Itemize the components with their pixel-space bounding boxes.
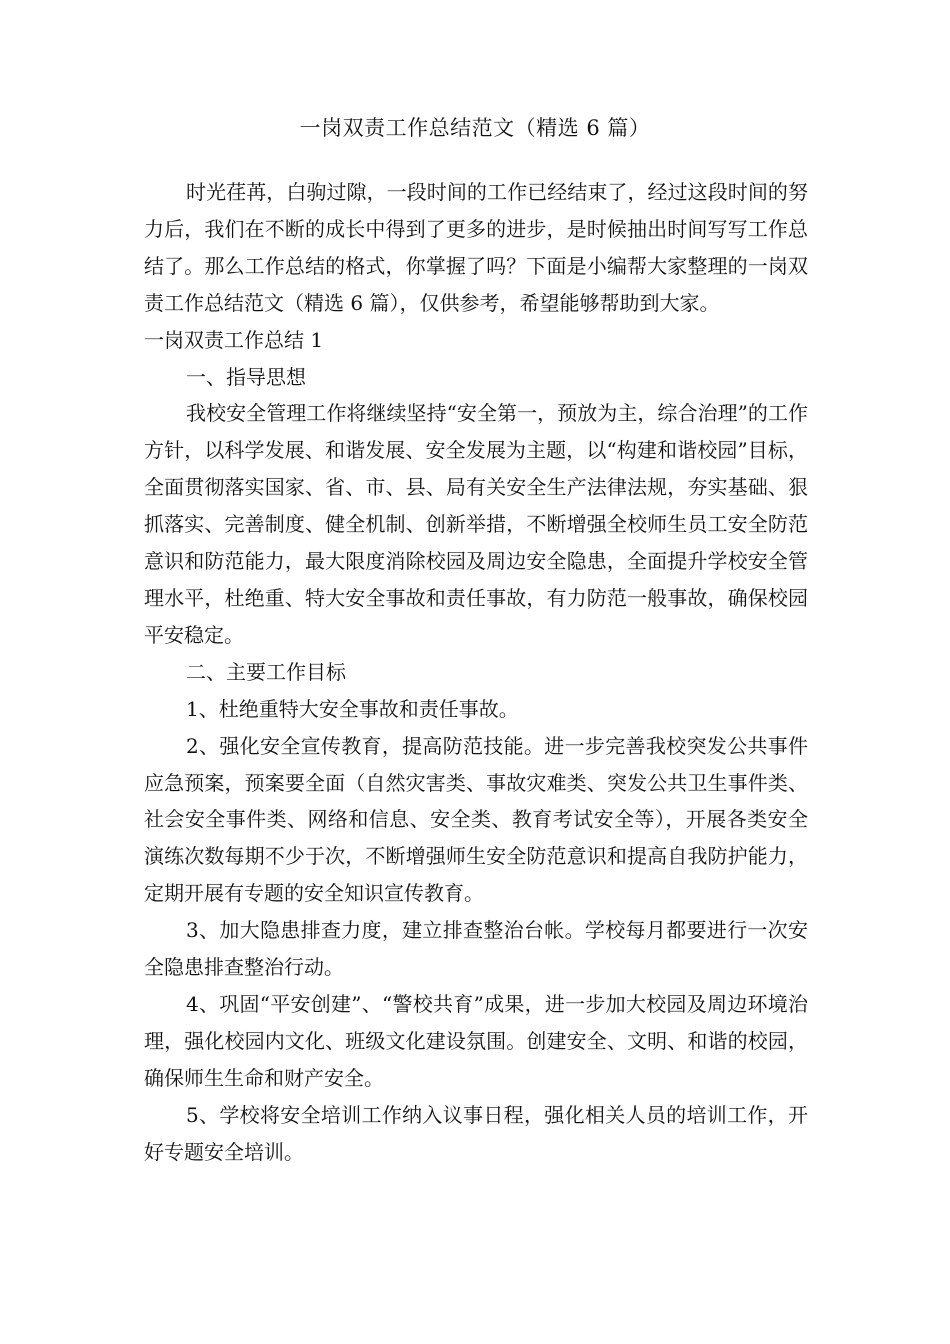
goal-item-1: 1、杜绝重特大安全事故和责任事故。 <box>186 696 519 721</box>
goal-item-3: 3、加大隐患排查力度，建立排查整治台帐。学校每月都要进行一次安全隐患排查整治行动。 <box>144 918 808 980</box>
document-body <box>144 174 808 1170</box>
document-title: 一岗双责工作总结范文（精选 6 篇） <box>299 116 651 140</box>
part1-paragraph: 我校安全管理工作将继续坚持“安全第一，预放为主，综合治理”的工作方针，以科学发展、和谐发展、安全发展为主题，以“构建和谐校园”目标，全面贯彻落实国家、省、市、县、局有关安全生产法律法规，夯实基础、狠抓落实、完善制度、健全机制、创新举措，不断增强全校师生员工安全防范意识和防范能力，最大限度消除校园及周边安全隐患，全面提升学校安全管理水平，杜绝重、特大安全事故和责任事故，有力防范一般事故，确保校园平安稳定。 <box>144 401 808 647</box>
goal-item-4: 4、巩固“平安创建”、“警校共育”成果，进一步加大校园及周边环境治理，强化校园内文化、班级文化建设氛围。创建安全、文明、和谐的校园，确保师生生命和财产安全。 <box>144 991 808 1090</box>
goal-item-2: 2、强化安全宣传教育，提高防范技能。进一步完善我校突发公共事件应急预案，预案要全面（自然灾害类、事故灾难类、突发公共卫生事件类、社会安全事件类、网络和信息、安全类、教育考试安全等），开展各类安全演练次数每期不少于次，不断增强师生安全防范意识和提高自我防护能力，定期开展有专题的安全知识宣传教育。 <box>144 733 808 906</box>
part1-heading: 一、指导思想 <box>186 364 306 389</box>
part2-heading: 二、主要工作目标 <box>186 659 346 684</box>
intro-paragraph: 时光荏苒，白驹过隙，一段时间的工作已经结束了，经过这段时间的努力后，我们在不断的成长中得到了更多的进步，是时候抽出时间写写工作总结了。那么工作总结的格式，你掌握了吗？下面是小编帮大家整理的一岗双责工作总结范文（精选 6 篇），仅供参考，希望能够帮助到大家。 <box>144 180 808 315</box>
section-title: 一岗双责工作总结 1 <box>144 327 324 352</box>
goal-item-5: 5、学校将安全培训工作纳入议事日程，强化相关人员的培训工作，开好专题安全培训。 <box>144 1102 808 1164</box>
